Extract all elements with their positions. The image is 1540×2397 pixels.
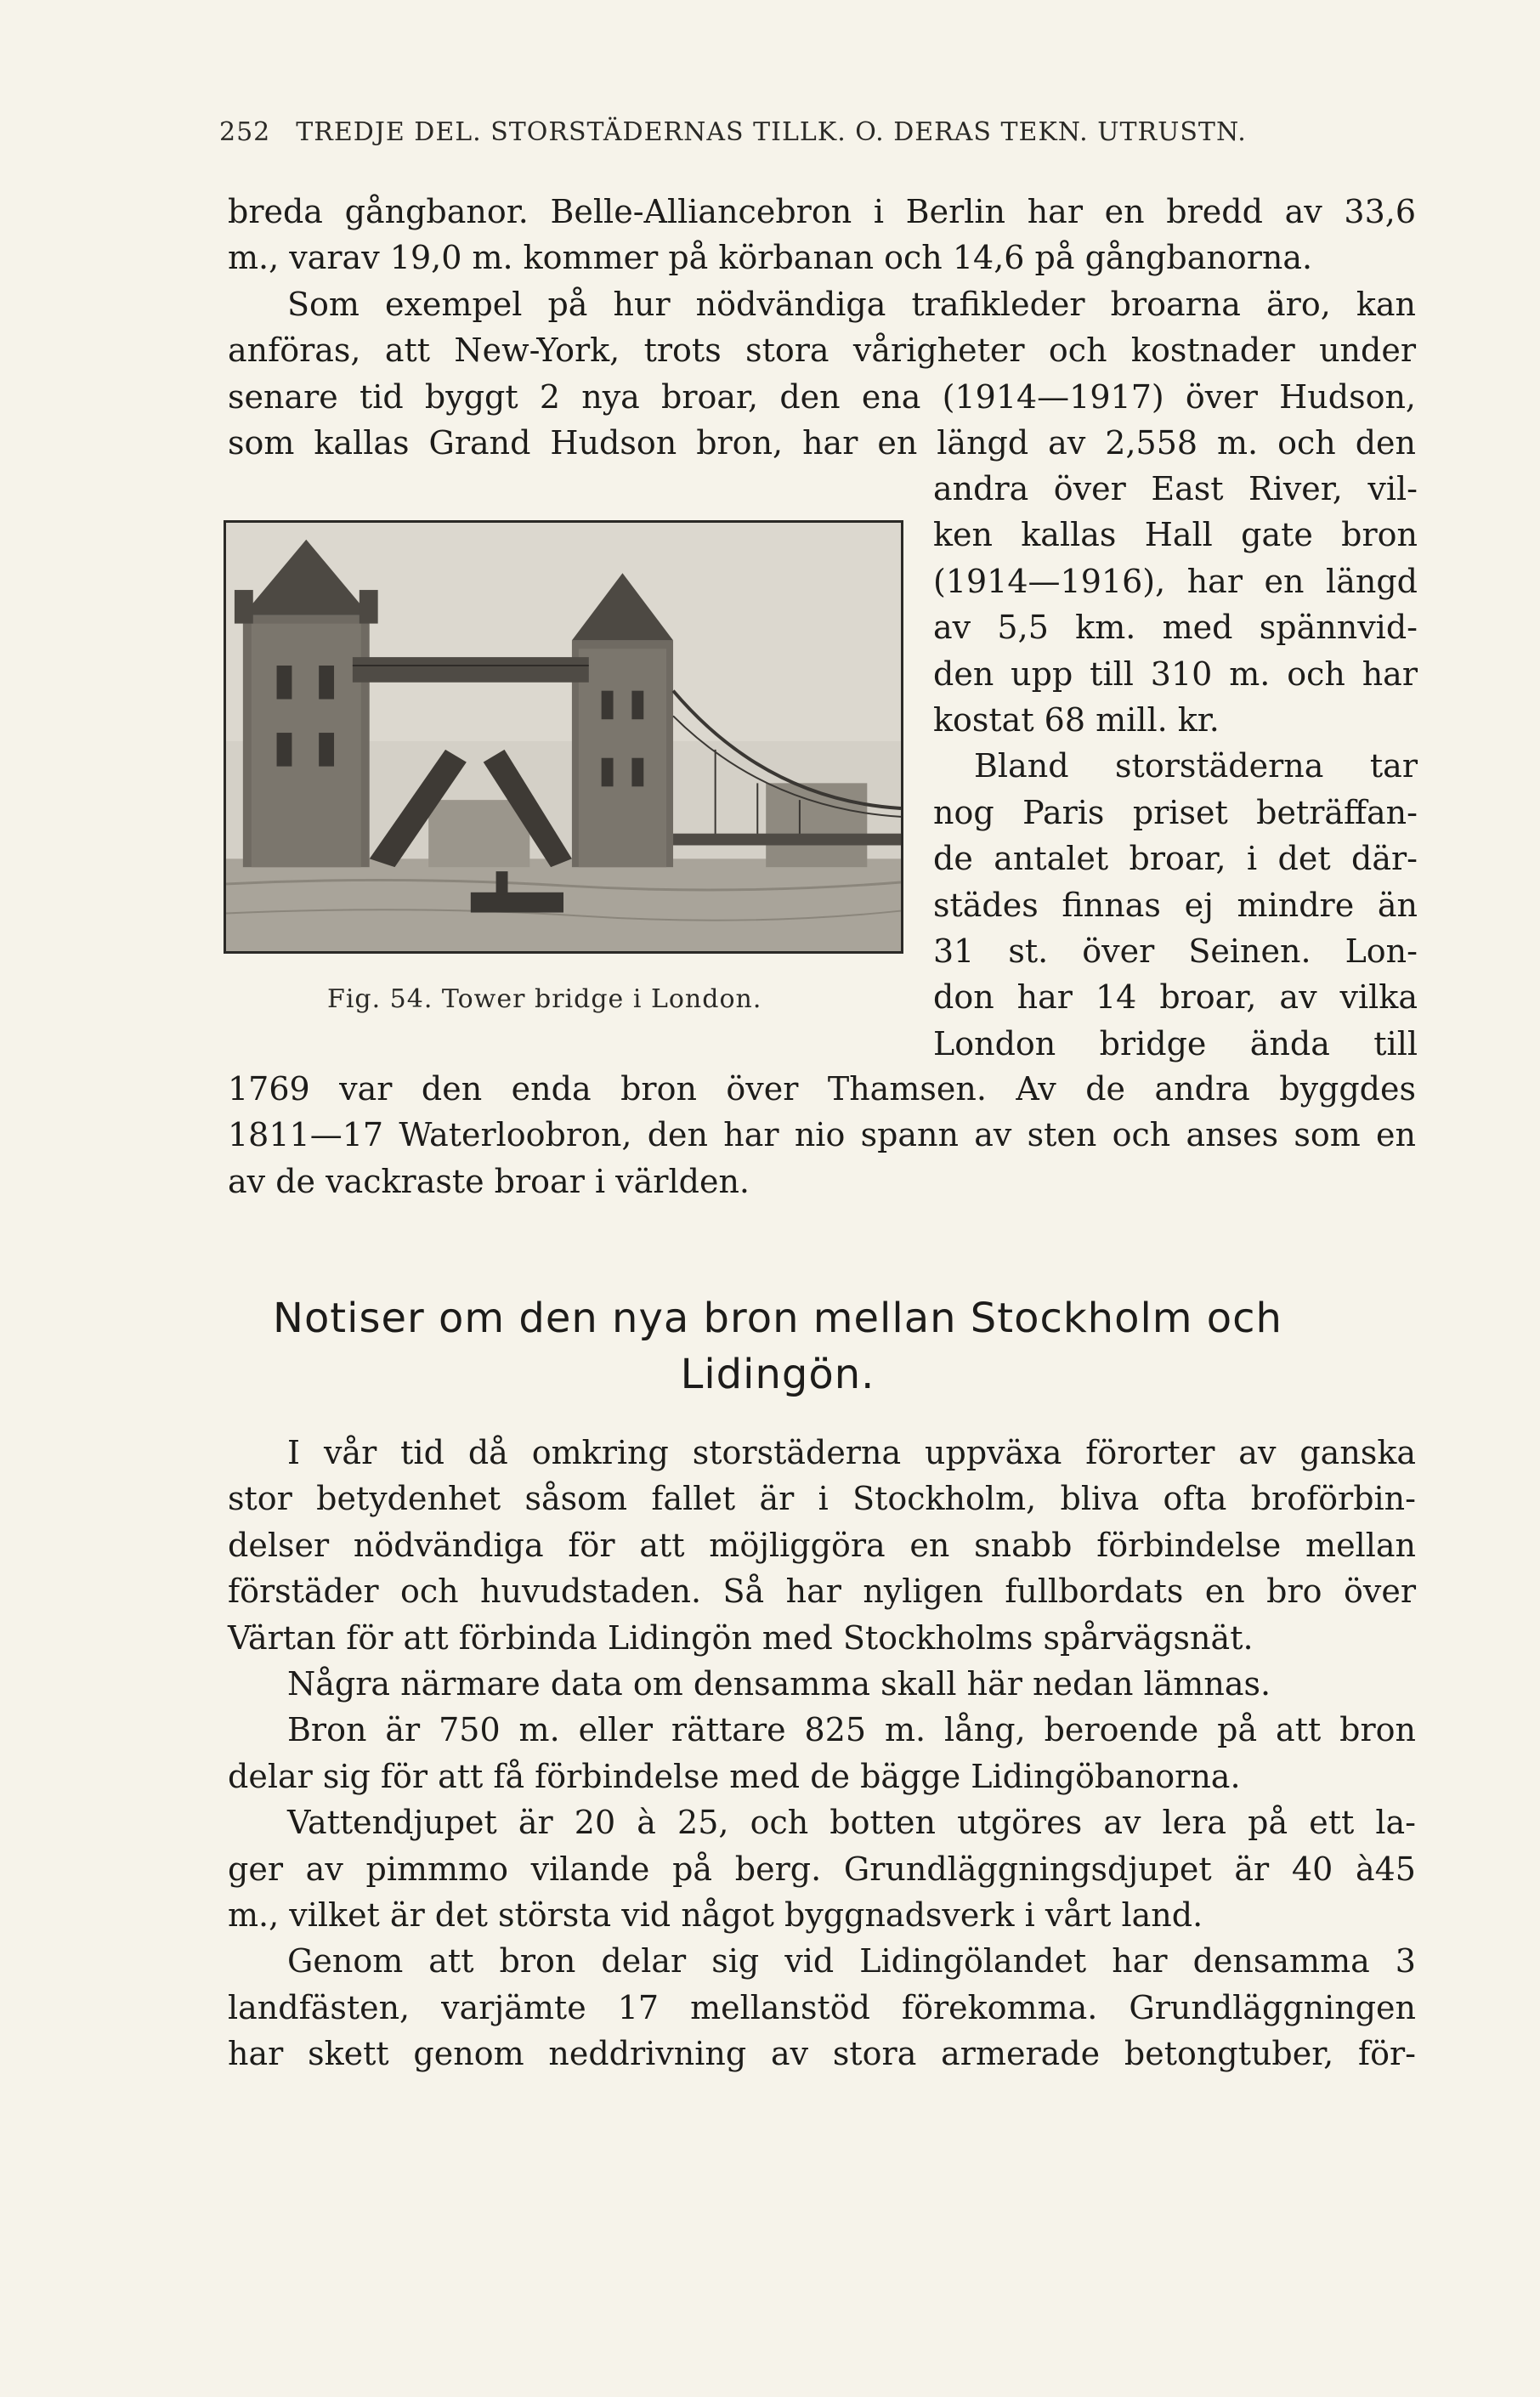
text-line: London bridge ända till bbox=[933, 1024, 1418, 1062]
text-line: Bland storstäderna tar bbox=[974, 747, 1418, 785]
text-line: städes finnas ej mindre än bbox=[933, 886, 1418, 924]
text-line: (1914—1916), har en längd bbox=[933, 562, 1418, 600]
page-number: 252 bbox=[219, 117, 271, 147]
section-heading bbox=[221, 1290, 1334, 1402]
section-body bbox=[228, 1430, 1416, 2077]
text-line: har skett genom neddrivning av stora armerade betongtuber, för- bbox=[228, 2035, 1416, 2073]
paragraph-top bbox=[228, 189, 1416, 466]
text-line: breda gångbanor. Belle-Alliancebron i Berlin har en bredd av 33,6 bbox=[228, 193, 1416, 230]
text-line: don har 14 broar, av vilka bbox=[933, 978, 1418, 1017]
text-line: Genom att bron delar sig vid Lidingölandet har densamma 3 bbox=[287, 1942, 1416, 1980]
paragraph-right-column bbox=[933, 466, 1418, 1067]
text-line: de antalet broar, i det där- bbox=[933, 840, 1418, 878]
text-line: Som exempel på hur nödvändiga trafikleder broarna äro, kan bbox=[287, 285, 1416, 323]
text-line: anföras, att New-York, trots stora vårigheter och kostnader under bbox=[228, 332, 1416, 370]
text-line: av 5,5 km. med spännvid- bbox=[933, 609, 1418, 647]
section-heading-line: Lidingön. bbox=[680, 1351, 875, 1398]
text-line: Vattendjupet är 20 à 25, och botten utgöres av lera på ett la- bbox=[287, 1804, 1416, 1842]
running-header bbox=[219, 117, 1418, 147]
tower-bridge-illustration bbox=[226, 523, 901, 951]
text-line: kostat 68 mill. kr. bbox=[933, 701, 1220, 740]
text-line: Några närmare data om densamma skall här nedan lämnas. bbox=[287, 1665, 1271, 1703]
text-line: 1811—17 Waterloobron, den har nio spann av sten och anses som en bbox=[228, 1116, 1416, 1154]
text-line: landfästen, varjämte 17 mellanstöd förekomma. Grundläggningen bbox=[228, 1988, 1416, 2026]
text-line: senare tid byggt 2 nya broar, den ena (1914—1917) över Hudson, bbox=[228, 377, 1416, 416]
section-heading-line: Notiser om den nya bron mellan Stockholm och bbox=[273, 1295, 1282, 1342]
text-line: 1769 var den enda bron över Thamsen. Av de andra byggdes bbox=[228, 1070, 1416, 1108]
text-line: nog Paris priset beträffan- bbox=[933, 793, 1418, 831]
text-line: Bron är 750 m. eller rättare 825 m. lång, beroende på att bron bbox=[287, 1711, 1416, 1749]
text-line: delser nödvändiga för att möjliggöra en snabb förbindelse mellan bbox=[228, 1526, 1416, 1564]
text-line: förstäder och huvudstaden. Så har nyligen fullbordats en bro över bbox=[228, 1572, 1416, 1611]
text-line: stor betydenhet såsom fallet är i Stockholm, bliva ofta broförbin- bbox=[228, 1480, 1416, 1518]
text-line: delar sig för att få förbindelse med de bägge Lidingöbanorna. bbox=[228, 1757, 1241, 1795]
text-line: av de vackraste broar i världen. bbox=[228, 1162, 750, 1200]
text-line: Värtan för att förbinda Lidingön med Stockholms spårvägsnät. bbox=[228, 1618, 1254, 1657]
text-line: ken kallas Hall gate bron bbox=[933, 516, 1418, 554]
text-line: ger av pimmmo vilande på berg. Grundläggningsdjupet är 40 à45 bbox=[228, 1850, 1416, 1888]
running-title: TREDJE DEL. STORSTÄDERNAS TILLK. O. DERAS TEKN. UTRUSTN. bbox=[296, 117, 1247, 147]
text-line: m., varav 19,0 m. kommer på körbanan och 14,6 på gångbanorna. bbox=[228, 239, 1313, 277]
text-line: som kallas Grand Hudson bron, har en längd av 2,558 m. och den bbox=[228, 424, 1416, 462]
text-line: m., vilket är det största vid något byggnadsverk i vårt land. bbox=[228, 1896, 1203, 1935]
paragraph-after-figure bbox=[228, 1066, 1416, 1204]
text-line: 31 st. över Seinen. Lon- bbox=[933, 932, 1418, 971]
figure-caption: Fig. 54. Tower bridge i London. bbox=[327, 984, 762, 1014]
tower-bridge-photo bbox=[224, 520, 903, 954]
text-line: andra över East River, vil- bbox=[933, 470, 1418, 507]
text-line: den upp till 310 m. och har bbox=[933, 654, 1418, 693]
text-line: I vår tid då omkring storstäderna uppväxa förorter av ganska bbox=[287, 1434, 1416, 1471]
